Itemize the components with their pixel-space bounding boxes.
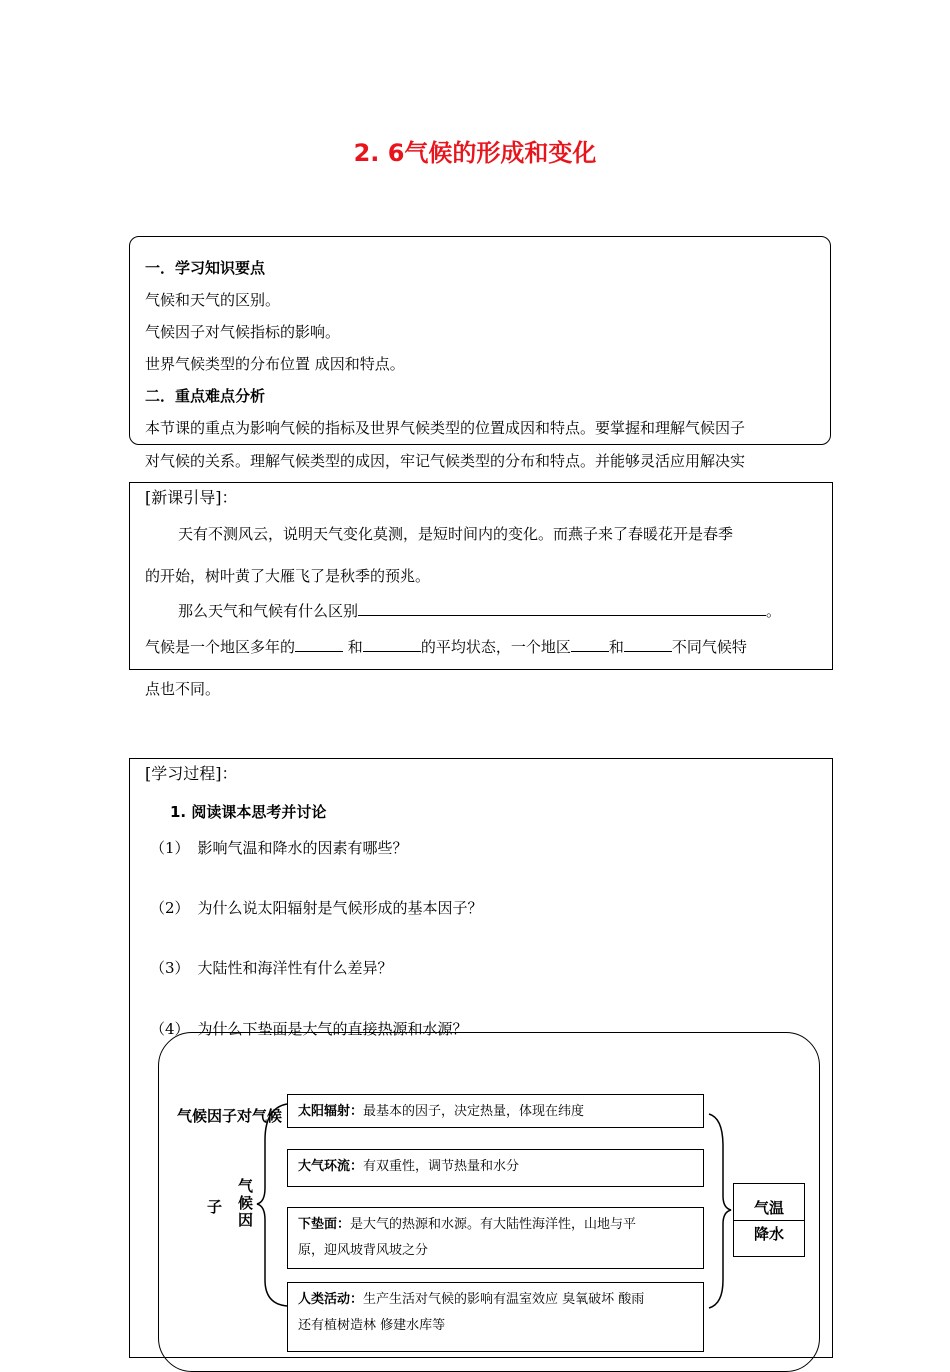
intro-para2-prefix: 那么天气和气候有什么区别 <box>178 602 359 620</box>
question-number: （3） <box>150 959 190 977</box>
factor-name: 太阳辐射： <box>298 1104 364 1119</box>
factor-desc-2: 原，迎风坡背风坡之分 <box>298 1243 429 1258</box>
question-3 <box>150 958 393 978</box>
intro-para2-suffix: 。 <box>766 602 782 620</box>
key-point-1: 气候和天气的区别。 <box>145 291 281 309</box>
intro-para3-part-c: 的平均状态，一个地区 <box>420 638 571 656</box>
question-1 <box>150 838 408 858</box>
analysis-line-2: 对气候的关系。理解气候类型的成因，牢记气候类型的分布和特点。并能够灵活应用解决实 <box>145 452 746 470</box>
answer-blank[interactable] <box>624 637 672 652</box>
answer-blank[interactable] <box>295 637 343 652</box>
intro-para3-part-b: 和 <box>347 638 363 656</box>
factor-atmospheric-circulation <box>287 1149 704 1187</box>
question-number: （1） <box>150 839 190 857</box>
answer-blank[interactable] <box>358 601 766 616</box>
intro-para1-line2: 的开始，树叶黄了大雁飞了是秋季的预兆。 <box>145 567 431 585</box>
diagram-side-label-zi: 子 <box>207 1198 223 1216</box>
page-title: 2. 6气候的形成和变化 <box>353 139 597 167</box>
intro-para3-part-e: 不同气候特 <box>671 638 747 656</box>
climate-indicators-box <box>733 1183 805 1257</box>
factor-underlying-surface <box>287 1207 704 1269</box>
factor-name: 下垫面： <box>298 1217 351 1232</box>
factor-desc: 有双重性，调节热量和水分 <box>363 1159 520 1174</box>
question-number: （2） <box>150 899 190 917</box>
question-text: 为什么说太阳辐射是气候形成的基本因子？ <box>197 899 483 917</box>
intro-para2 <box>178 601 781 621</box>
diagram-side-label: 气候因 <box>238 1177 254 1229</box>
factor-desc-2: 还有植树造林 修建水库等 <box>298 1318 446 1333</box>
intro-para3-part-a: 气候是一个地区多年的 <box>145 638 296 656</box>
factor-desc: 是大气的热源和水源。有大陆性海洋性，山地与平 <box>350 1217 637 1232</box>
question-text: 为什么下垫面是大气的直接热源和水源？ <box>197 1020 468 1038</box>
process-heading: [学习过程]： <box>145 764 238 783</box>
indicator-temperature: 气温 <box>753 1199 784 1217</box>
left-brace-icon <box>255 1100 295 1310</box>
factor-solar-radiation <box>287 1094 704 1128</box>
answer-blank[interactable] <box>363 637 421 652</box>
intro-heading: [新课引导]： <box>145 488 238 507</box>
heading-key-points: 一．学习知识要点 <box>145 259 266 277</box>
intro-para3 <box>145 637 747 657</box>
indicator-precipitation: 降水 <box>734 1220 804 1257</box>
question-text: 大陆性和海洋性有什么差异？ <box>197 959 393 977</box>
process-subheading: 1. 阅读课本思考并讨论 <box>170 803 327 821</box>
factor-desc: 最基本的因子，决定热量，体现在纬度 <box>363 1104 585 1119</box>
intro-para3-part-d: 和 <box>608 638 624 656</box>
diagram-caption: 气候因子对气候 <box>177 1107 283 1125</box>
intro-para1-line1: 天有不测风云，说明天气变化莫测，是短时间内的变化。而燕子来了春暖花开是春季 <box>178 525 734 543</box>
right-brace-icon <box>705 1110 735 1310</box>
analysis-line-1: 本节课的重点为影响气候的指标及世界气候类型的位置成因和特点。要掌握和理解气候因子 <box>145 419 746 437</box>
factor-name: 大气环流： <box>298 1159 364 1174</box>
answer-blank[interactable] <box>571 637 609 652</box>
key-point-3: 世界气候类型的分布位置 成因和特点。 <box>145 355 405 373</box>
factor-human-activity <box>287 1282 704 1352</box>
factor-name: 人类活动： <box>298 1292 364 1307</box>
question-text: 影响气温和降水的因素有哪些？ <box>197 839 408 857</box>
intro-para3-line2: 点也不同。 <box>145 680 221 698</box>
question-2 <box>150 898 483 918</box>
question-number: （4） <box>150 1020 190 1038</box>
factor-desc: 生产生活对气候的影响有温室效应 臭氧破坏 酸雨 <box>363 1292 645 1307</box>
key-point-2: 气候因子对气候指标的影响。 <box>145 323 341 341</box>
heading-difficulties: 二．重点难点分析 <box>145 387 266 405</box>
